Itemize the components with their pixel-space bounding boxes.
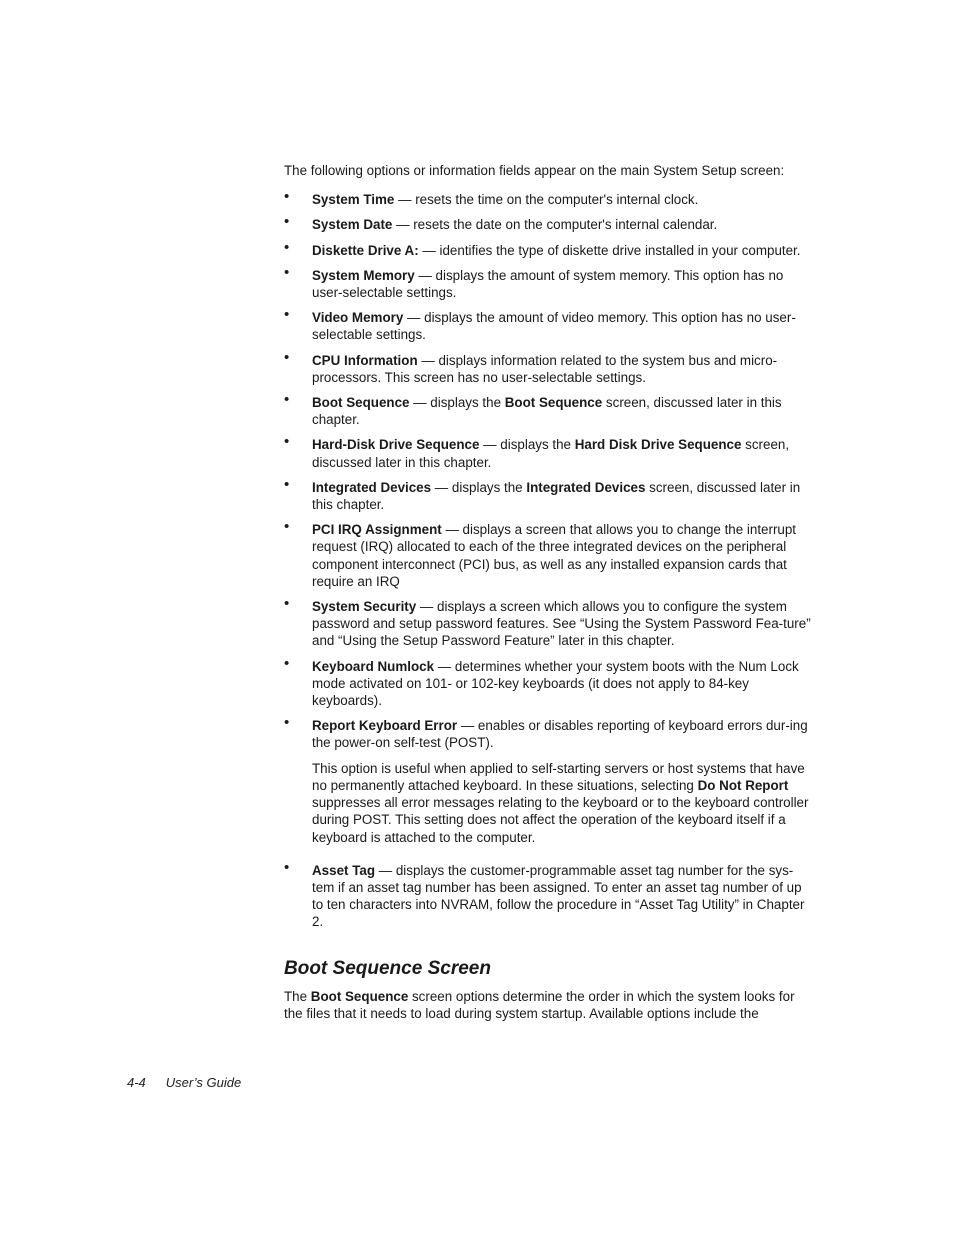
option-text: — displays a screen that allows you to change the interrupt request (IRQ) allocated to each of the three integrated devices on the peripheral component interconnect (PCI) bus, as well as any installed expansion cards that require an IRQ [312, 522, 797, 589]
option-term: Boot Sequence [312, 395, 410, 411]
bullet-icon: • [284, 433, 290, 451]
bullet-icon: • [284, 348, 290, 366]
option-item [284, 263, 814, 301]
bullet-icon: • [284, 188, 290, 206]
option-text: — displays the [431, 479, 527, 495]
option-item [284, 213, 814, 233]
option-term: System Memory [312, 267, 415, 283]
bullet-icon: • [284, 238, 290, 256]
bullet-icon: • [284, 654, 290, 672]
intro-paragraph: The following options or information fields appear on the main System Setup screen: [284, 163, 785, 178]
option-description [312, 436, 814, 470]
option-description [312, 242, 814, 259]
option-text: — displays the [409, 395, 505, 411]
option-text: — displays the [479, 437, 575, 453]
page-footer [127, 1075, 241, 1090]
option-text: — displays the customer-programmable asset tag number for the sys-tem if an asset tag number has been assigned. To enter an asset tag number of up to ten characters into NVRAM, follow the procedure in “Asset Tag Utility” in Chapter 2. [312, 862, 805, 930]
option-item [284, 188, 814, 208]
section-paragraph [284, 988, 814, 1022]
page-body [284, 162, 814, 1022]
option-term: Hard Disk Drive Sequence [574, 437, 742, 453]
option-text: The [284, 988, 311, 1004]
option-term: CPU Information [312, 352, 418, 368]
option-description [312, 479, 814, 513]
bullet-icon: • [284, 391, 290, 409]
option-term: Integrated Devices [526, 479, 646, 495]
bullet-icon: • [284, 858, 290, 876]
option-term: Report Keyboard Error [312, 718, 458, 734]
option-text: screen, discussed later in this chapter. [312, 479, 801, 513]
option-item [284, 306, 814, 343]
option-description [312, 394, 814, 428]
option-term: Do Not Report [697, 777, 789, 793]
option-text: — identifies the type of diskette drive installed in your computer. [418, 242, 801, 258]
page-number: 4-4 [127, 1075, 146, 1090]
option-text: — enables or disables reporting of keyboard errors dur-ing the power-on self-test (POST). [312, 718, 808, 751]
option-item [284, 595, 814, 650]
option-description [312, 717, 814, 751]
option-item [284, 238, 814, 259]
option-description [312, 521, 814, 590]
option-description [312, 862, 814, 931]
bullet-icon: • [284, 714, 290, 732]
option-term: Boot Sequence [310, 988, 409, 1004]
option-description [312, 658, 814, 710]
option-term: System Security [312, 599, 417, 615]
bullet-icon: • [284, 263, 290, 281]
option-term: Keyboard Numlock [312, 658, 435, 674]
option-text: — determines whether your system boots with the Num Lock mode activated on 101- or 102-key keyboards (it does not apply to 84-key keyboards). [312, 658, 799, 709]
option-term: Asset Tag [312, 862, 376, 878]
option-term: Video Memory [312, 310, 404, 326]
option-text: screen options determine the order in which the system looks for the files that it needs to load during system startup. Available options include the [284, 988, 795, 1021]
option-item [284, 391, 814, 428]
option-term: Integrated Devices [312, 479, 432, 495]
option-description [312, 309, 814, 343]
option-term: Boot Sequence [504, 395, 603, 411]
option-item [284, 654, 814, 710]
option-item [284, 858, 814, 931]
bullet-icon: • [284, 518, 290, 536]
option-text: — displays a screen which allows you to configure the system password and setup password features. See “Using the System Password Fea-ture” and “Using the Setup Password Feature” later in this chapter. [312, 599, 811, 649]
option-item [284, 433, 814, 470]
option-term: System Time [312, 192, 395, 208]
bullet-icon: • [284, 213, 290, 231]
option-item [284, 714, 814, 845]
option-term: System Date [312, 217, 393, 233]
option-text: — displays the amount of video memory. This option has no user-selectable settings. [312, 310, 796, 343]
option-text: — resets the time on the computer's internal clock. [394, 192, 699, 208]
option-note [312, 760, 814, 846]
option-text: — displays the amount of system memory. This option has no user-selectable settings. [312, 267, 784, 301]
option-text: screen, discussed later in this chapter. [312, 437, 790, 470]
option-text: — displays information related to the system bus and micro-processors. This screen has no user-selectable settings. [312, 352, 778, 385]
option-term: Diskette Drive A: [312, 242, 419, 258]
bullet-icon: • [284, 595, 290, 613]
bullet-icon: • [284, 475, 290, 493]
option-item [284, 348, 814, 386]
option-description [312, 267, 814, 301]
option-term: Hard-Disk Drive Sequence [312, 437, 480, 453]
option-term: PCI IRQ Assignment [312, 522, 442, 538]
option-description [312, 352, 814, 386]
option-text: This option is useful when applied to self-starting servers or host systems that have no permanently attached keyboard. In these situations, selecting [312, 760, 805, 793]
option-description [312, 191, 814, 208]
option-item [284, 518, 814, 590]
option-text: — resets the date on the computer's internal calendar. [392, 217, 718, 233]
option-text: screen, discussed later in this chapter. [312, 395, 782, 428]
option-description [312, 598, 814, 650]
footer-title: User’s Guide [165, 1075, 242, 1090]
setup-options-list [284, 188, 814, 930]
option-item [284, 475, 814, 513]
bullet-icon: • [284, 306, 290, 324]
option-description [312, 216, 814, 233]
option-text: suppresses all error messages relating to the keyboard or to the keyboard controller during POST. This setting does not affect the operation of the keyboard itself if a keyboard is attached to the computer. [312, 795, 809, 845]
section-heading: Boot Sequence Screen [284, 957, 491, 979]
